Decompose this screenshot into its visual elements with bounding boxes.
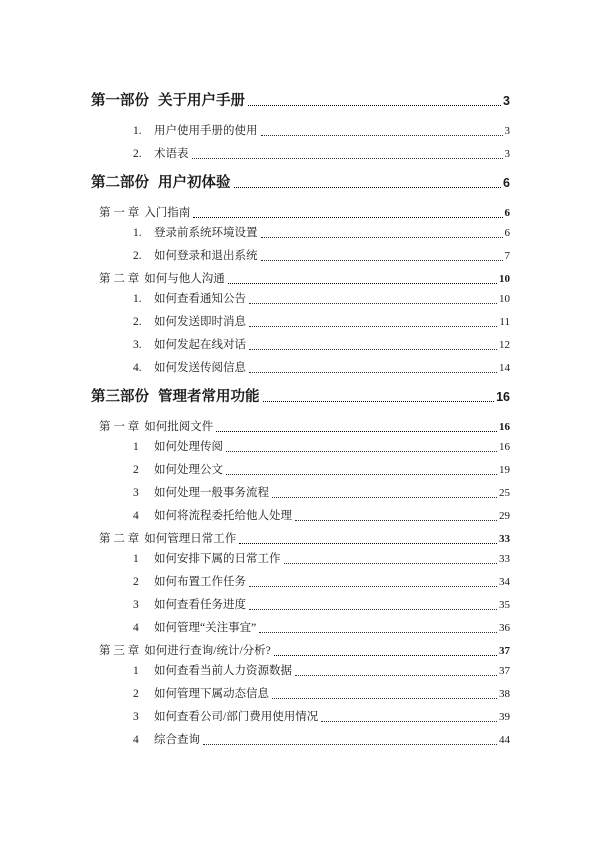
- entry-label: 如何与他人沟通: [144, 273, 225, 285]
- toc-item[interactable]: [91, 316, 510, 329]
- entry-page-number: 16: [496, 390, 510, 404]
- toc-item[interactable]: [91, 734, 510, 747]
- dot-leader: [193, 217, 502, 218]
- entry-number: 3: [133, 711, 139, 723]
- dot-leader: [261, 237, 503, 238]
- entry-label: 如何管理日常工作: [144, 533, 237, 545]
- dot-leader: [259, 632, 497, 633]
- entry-page-number: 39: [499, 711, 510, 723]
- entry-label: 如何将流程委托给他人处理: [154, 510, 292, 522]
- entry-page-number: 37: [499, 665, 510, 677]
- entry-number: 3.: [133, 339, 142, 351]
- entry-label: 如何查看当前人力资源数据: [154, 665, 292, 677]
- entry-number: 1: [133, 441, 139, 453]
- toc-item[interactable]: [91, 293, 510, 306]
- entry-number: 4: [133, 734, 139, 746]
- toc-item[interactable]: [91, 665, 510, 678]
- toc-item[interactable]: [91, 339, 510, 352]
- entry-number: 1.: [133, 125, 142, 137]
- entry-page-number: 10: [499, 273, 510, 285]
- entry-page-number: 12: [499, 339, 510, 351]
- entry-number: 3: [133, 599, 139, 611]
- entry-label: 如何批阅文件: [144, 421, 214, 433]
- toc-item[interactable]: [91, 227, 510, 240]
- toc-part-heading[interactable]: [91, 389, 510, 405]
- entry-label: 如何发送即时消息: [154, 316, 246, 328]
- dot-leader: [284, 563, 498, 564]
- entry-page-number: 3: [504, 125, 510, 137]
- entry-label: 如何管理下属动态信息: [154, 688, 269, 700]
- dot-leader: [248, 105, 501, 106]
- dot-leader: [228, 283, 497, 284]
- entry-page-number: 37: [499, 645, 510, 657]
- entry-page-number: 11: [499, 316, 510, 328]
- entry-page-number: 33: [499, 533, 510, 545]
- toc-chapter-heading[interactable]: [91, 533, 510, 546]
- entry-page-number: 29: [499, 510, 510, 522]
- dot-leader: [226, 451, 497, 452]
- toc-item[interactable]: [91, 576, 510, 589]
- dot-leader: [272, 698, 497, 699]
- dot-leader: [234, 187, 502, 188]
- dot-leader: [274, 655, 497, 656]
- entry-page-number: 35: [499, 599, 510, 611]
- entry-label: 用户初体验: [158, 175, 231, 191]
- entry-page-number: 38: [499, 688, 510, 700]
- entry-page-number: 10: [499, 293, 510, 305]
- dot-leader: [203, 744, 497, 745]
- entry-label: 入门指南: [144, 207, 191, 219]
- entry-number: 4: [133, 510, 139, 522]
- entry-label: 登录前系统环境设置: [154, 227, 258, 239]
- dot-leader: [249, 372, 497, 373]
- entry-number: 1: [133, 553, 139, 565]
- toc-item[interactable]: [91, 599, 510, 612]
- entry-label: 用户使用手册的使用: [154, 125, 258, 137]
- entry-page-number: 3: [504, 148, 510, 160]
- toc-item[interactable]: [91, 464, 510, 477]
- entry-label: 如何发起在线对话: [154, 339, 246, 351]
- entry-page-number: 44: [499, 734, 510, 746]
- entry-label: 管理者常用功能: [158, 389, 260, 405]
- entry-page-number: 34: [499, 576, 510, 588]
- entry-label: 如何处理公文: [154, 464, 223, 476]
- entry-label: 如何查看公司/部门费用使用情况: [154, 711, 319, 723]
- dot-leader: [239, 543, 497, 544]
- entry-page-number: 19: [499, 464, 510, 476]
- toc-chapter-heading[interactable]: [91, 421, 510, 434]
- entry-label: 如何处理一般事务流程: [154, 487, 269, 499]
- entry-label: 综合查询: [154, 734, 200, 746]
- entry-page-number: 16: [499, 421, 510, 433]
- entry-label: 关于用户手册: [158, 93, 245, 109]
- entry-number: 第一部份: [91, 93, 149, 109]
- dot-leader: [295, 675, 497, 676]
- toc-item[interactable]: [91, 510, 510, 523]
- entry-page-number: 7: [504, 250, 510, 262]
- dot-leader: [249, 586, 497, 587]
- toc-part-heading[interactable]: [91, 175, 510, 191]
- dot-leader: [321, 721, 497, 722]
- entry-label: 如何管理“关注事宜”: [154, 622, 257, 634]
- entry-number: 2: [133, 688, 139, 700]
- entry-number: 4.: [133, 362, 142, 374]
- entry-page-number: 14: [499, 362, 510, 374]
- dot-leader: [261, 135, 503, 136]
- entry-label: 如何安排下属的日常工作: [154, 553, 281, 565]
- entry-number: 第三部份: [91, 389, 149, 405]
- dot-leader: [261, 260, 503, 261]
- toc-item[interactable]: [91, 125, 510, 138]
- toc-chapter-heading[interactable]: [91, 645, 510, 658]
- entry-number: 1: [133, 665, 139, 677]
- entry-page-number: 25: [499, 487, 510, 499]
- entry-page-number: 16: [499, 441, 510, 453]
- entry-label: 如何查看任务进度: [154, 599, 246, 611]
- toc-item[interactable]: [91, 250, 510, 263]
- entry-label: 如何登录和退出系统: [154, 250, 258, 262]
- entry-number: 第 三 章: [99, 645, 140, 657]
- dot-leader: [249, 609, 497, 610]
- entry-label: 如何查看通知公告: [154, 293, 246, 305]
- dot-leader: [226, 474, 497, 475]
- entry-number: 2.: [133, 316, 142, 328]
- toc-part-heading[interactable]: [91, 93, 510, 109]
- dot-leader: [272, 497, 497, 498]
- entry-number: 第 二 章: [99, 533, 140, 545]
- dot-leader: [192, 158, 503, 159]
- toc-item[interactable]: [91, 487, 510, 500]
- toc-chapter-heading[interactable]: [91, 207, 510, 220]
- entry-label: 如何处理传阅: [154, 441, 223, 453]
- dot-leader: [249, 326, 497, 327]
- entry-number: 2.: [133, 148, 142, 160]
- entry-number: 第二部份: [91, 175, 149, 191]
- entry-page-number: 3: [503, 94, 510, 108]
- entry-number: 第 二 章: [99, 273, 140, 285]
- entry-page-number: 6: [504, 227, 510, 239]
- toc-item[interactable]: [91, 622, 510, 635]
- entry-number: 2.: [133, 250, 142, 262]
- entry-number: 3: [133, 487, 139, 499]
- entry-label: 如何发送传阅信息: [154, 362, 246, 374]
- entry-label: 如何进行查询/统计/分析?: [144, 645, 271, 657]
- toc-item[interactable]: [91, 553, 510, 566]
- entry-page-number: 36: [499, 622, 510, 634]
- entry-page-number: 6: [504, 207, 510, 219]
- dot-leader: [295, 520, 497, 521]
- table-of-contents: [91, 93, 510, 747]
- entry-number: 4: [133, 622, 139, 634]
- toc-chapter-heading[interactable]: [91, 273, 510, 286]
- dot-leader: [249, 303, 497, 304]
- toc-item[interactable]: [91, 711, 510, 724]
- entry-page-number: 6: [503, 176, 510, 190]
- dot-leader: [249, 349, 497, 350]
- entry-label: 如何布置工作任务: [154, 576, 246, 588]
- entry-number: 第 一 章: [99, 421, 140, 433]
- dot-leader: [216, 431, 497, 432]
- toc-item[interactable]: [91, 441, 510, 454]
- toc-item[interactable]: [91, 362, 510, 375]
- entry-label: 术语表: [154, 148, 189, 160]
- entry-number: 1.: [133, 293, 142, 305]
- entry-page-number: 33: [499, 553, 510, 565]
- entry-number: 2: [133, 576, 139, 588]
- toc-item[interactable]: [91, 688, 510, 701]
- entry-number: 1.: [133, 227, 142, 239]
- toc-item[interactable]: [91, 148, 510, 161]
- dot-leader: [263, 401, 495, 402]
- entry-number: 2: [133, 464, 139, 476]
- entry-number: 第 一 章: [99, 207, 140, 219]
